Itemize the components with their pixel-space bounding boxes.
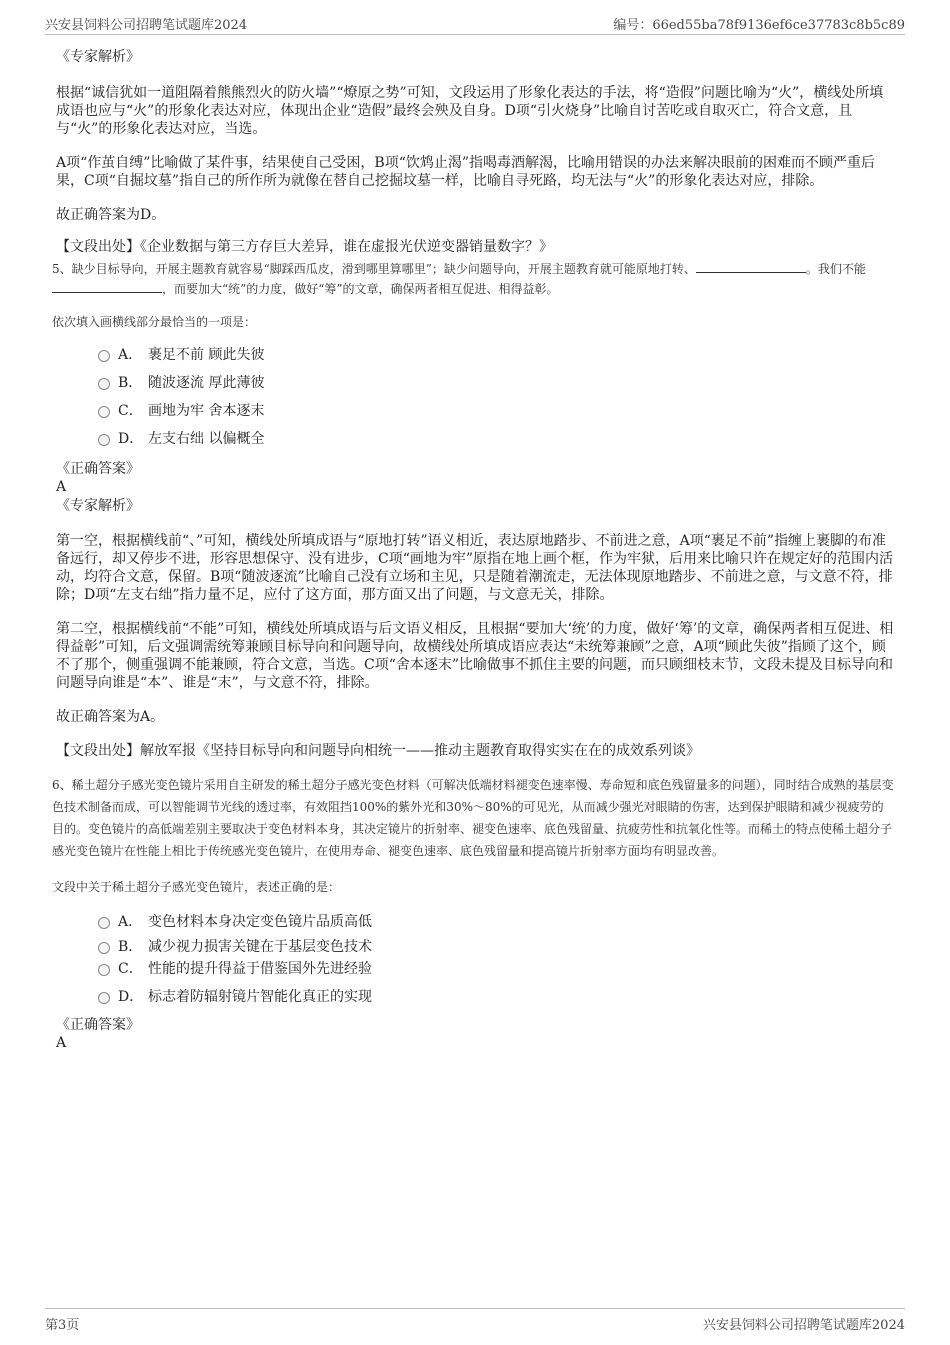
q5-answer: A [56,479,67,495]
q5-options [56,344,894,456]
q6-options [56,911,894,1014]
header-title: 兴安县饲料公司招聘笔试题库2024 [45,18,248,33]
q5-option-b[interactable]: B． 随波逐流 厚此薄彼 [56,372,894,400]
q6-prompt: 文段中关于稀土超分子感光变色镜片，表述正确的是： [52,880,341,894]
page-content [52,44,894,1052]
q5-analysis-p1: 第一空，根据横线前“、”可知，横线处所填成语与“原地打转”语义相近，表达原地踏步、不前进之意，A项“裹足不前”指缠上裹脚的布准备远行，却又停步不进，形容思想保守、没有进步，C项“画地为牢”原指在地上画个框，作为牢狱，后用来比喻只许在规定好的范围内活动，均符合文意，保留。B项“随波逐流”比喻自己没有立场和主见，只是随着潮流走，无法体现原地踏步、不前进之意，与文意不符，排除；D项“左支右绌”指力量不足，应付了这方面，那方面又出了问题，与文意无关，排除。 [56,533,894,603]
q5-blank-1[interactable] [696,260,806,273]
q5-option-c[interactable]: C． 画地为牢 舍本逐末 [56,400,894,428]
radio-icon[interactable] [98,434,110,446]
q6-answer-heading: 《正确答案》 [56,1017,140,1033]
radio-icon[interactable] [98,378,110,390]
q6-option-c[interactable]: C． 性能的提升得益于借鉴国外先进经验 [56,958,894,986]
q5-stem: 5、缺少目标导向，开展主题教育就容易“脚踩西瓜皮，滑到哪里算哪里”；缺少问题导向，开展主题教育就可能原地打转、 。我们不能，而要加大“统”的力度，做好“筹”的文章，确保两者相互促进、相得益彰。 [52,262,866,296]
footer-title: 兴安县饲料公司招聘笔试题库2024 [702,1318,905,1333]
q6-answer: A [56,1035,67,1051]
radio-icon[interactable] [98,917,110,929]
radio-icon[interactable] [98,942,110,954]
q4-answer-statement: 故正确答案为D。 [56,207,166,223]
q6-stem: 6、稀土超分子感光变色镜片采用自主研发的稀土超分子感光变色材料（可解决低端材料褪变色速率慢、寿命短和底色残留量多的问题），同时结合成熟的基层变色技术制备而成，可以智能调节光线的透过率，有效阻挡100%的紫外光和30%～80%的可见光，从而减少强光对眼睛的伤害，达到保护眼睛和减少视疲劳的目的。变色镜片的高低端差别主要取决于变色材料本身，其决定镜片的折射率、褪变色速率、底色残留量、抗疲劳性和抗氧化性等。而稀土的特点使稀土超分子感光变色镜片在性能上相比于传统感光变色镜片，在使用寿命、褪变色速率、底色残留量和提高镜片折射率方面均有明显改善。 [52,778,894,858]
q5-option-a[interactable]: A． 裹足不前 顾此失彼 [56,344,894,372]
q5-answer-heading: 《正确答案》 [56,461,140,477]
document-id: 编号：66ed55ba78f9136ef6ce37783c8b5c89 [613,18,905,33]
q5-expert-heading: 《专家解析》 [56,498,140,514]
q6-option-b[interactable]: B． 减少视力损害关键在于基层变色技术 [56,936,894,958]
radio-icon[interactable] [98,992,110,1004]
radio-icon[interactable] [98,350,110,362]
page-header [45,12,905,35]
q4-analysis-p2: A项“作茧自缚”比喻做了某件事，结果使自己受困，B项“饮鸩止渴”指喝毒酒解渴，比喻用错误的办法来解决眼前的困难而不顾严重后果，C项“自掘坟墓”指自己的所作所为就像在替自己挖掘坟墓一样，比喻自寻死路，均无法与“火”的形象化表达对应，排除。 [56,155,876,189]
q5-answer-statement: 故正确答案为A。 [56,709,165,725]
q4-expert-heading: 《专家解析》 [56,49,140,65]
q5-blank-2[interactable] [52,280,162,293]
q6-option-d[interactable]: D． 标志着防辐射镜片智能化真正的实现 [56,986,894,1014]
q5-analysis-p2: 第二空，根据横线前“不能”可知，横线处所填成语与后文语义相反，且根据“要加大‘统’的力度，做好‘筹’的文章，确保两者相互促进、相得益彰”可知，后文强调需统筹兼顾目标导向和问题导向，故横线处所填成语应表达“未统筹兼顾”之意，A项“顾此失彼”指顾了这个，顾不了那个，侧重强调不能兼顾，符合文意，当选。C项“舍本逐末”比喻做事不抓住主要的问题，而只顾细枝末节，文段未提及目标导向和问题导向谁是“本”、谁是“末”，与文意不符，排除。 [56,621,894,691]
radio-icon[interactable] [98,406,110,418]
q5-option-d[interactable]: D． 左支右绌 以偏概全 [56,428,894,456]
q4-analysis-p1: 根据“诚信犹如一道阻隔着熊熊烈火的防火墙”“燎原之势”可知，文段运用了形象化表达的手法，将“造假”问题比喻为“火”，横线处所填成语也应与“火”的形象化表达对应，体现出企业“造假”最终会殃及自身。D项“引火烧身”比喻自讨苦吃或自取灭亡，符合文意，且与“火”的形象化表达对应，当选。 [56,85,884,137]
page-number: 第3页 [45,1318,80,1333]
q6-option-a[interactable]: A． 变色材料本身决定变色镜片品质高低 [56,911,894,936]
q5-source: 【文段出处】解放军报《坚持目标导向和问题导向相统一——推动主题教育取得实实在在的成效系列谈》 [56,743,700,759]
q4-source: 【文段出处】《企业数据与第三方存巨大差异，谁在虚报光伏逆变器销量数字？》 [56,239,553,255]
page-footer [45,1308,905,1333]
radio-icon[interactable] [98,964,110,976]
q5-prompt: 依次填入画横线部分最恰当的一项是： [52,315,257,329]
